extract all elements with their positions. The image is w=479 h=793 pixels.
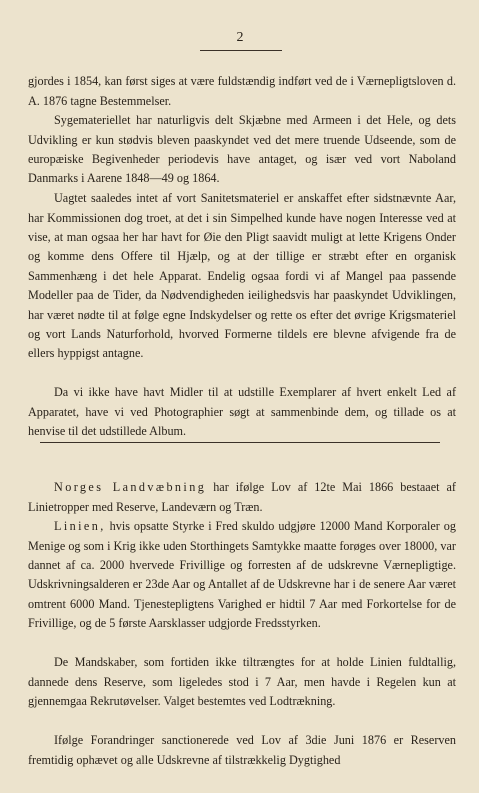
spaced-heading-linien: Linien, [54,519,106,534]
paragraph-4: Da vi ikke have havt Midler til at udstille Exemplarer af hvert enkelt Led af Apparatet, have vi ved Photographier søgt at sammenbinde dem, og tillade os at henvise til det udstillede Album. [28,385,456,438]
paragraph-6 [28,517,456,633]
paragraph-5 [28,478,456,517]
header-rule [200,50,282,51]
spaced-heading-landvaebning: Norges Landvæbning [54,480,207,495]
paragraph-8: Ifølge Forandringer sanctionerede ved Lov af 3die Juni 1876 er Reserven fremtidig ophævet og alle Udskrevne af tilstrækkelig Dygtighed [28,733,456,767]
paragraph-6-text: hvis opsatte Styrke i Fred skuldo udgjøre 12000 Mand Korporaler og Menige og som i Krig ikke uden Storthingets Samtykke maatte forøges over 18000, var dannet af ca. 2000 hvervede Frivillige og forresten af de udskrevne Værnepligtige. Udskrivningsalderen er 23de Aar og Antallet af de Udskrevne har i de senere Aar været omtrent 6000 Mand. Tjenestepligtens Varighed er hidtil 7 Aar med Forkortelse for de Frivillige, og de 5 første Aarsklasser udgjorde Fredsstyrken. [28,519,456,631]
page-number: 2 [236,30,244,45]
paragraph-3: Uagtet saaledes intet af vort Sanitetsmateriel er anskaffet efter sidstnævnte Aar, har Kommissionen dog troet, at det i sin Simpelhed kunde have nogen Interesse ved at vise, at man ogsaa her har havt for Øie den Pligt saavidt muligt at lette Krigens Onder og komme dens Offere til Hjælp, og at der tillige er stræbt efter en organisk Sammenhæng i det hele Apparat. Endelig ogsaa fordi vi af Mangel paa passende Modeller paa de Tider, da Nødvendigheden ieilighedsvis har paaskyndet Udviklingen, har været nødte til at følge egne Indskydelser og rette os efter det øvrige Krigsmateriel og vort Lands Naturforhold, hvorved Formerne tildels ere blevne afvigende fra de ellers hyppigst antagne. [28,191,456,361]
paragraph-1: gjordes i 1854, kan først siges at være fuldstændig indført ved de i Værnepligtsloven d. A. 1876 tagne Bestemmelser. [28,74,456,108]
section-divider [40,442,440,443]
paragraph-5-text: har ifølge Lov af 12te Mai 1866 bestaaet af Linietropper med Reserve, Landeværn og Træn. [28,480,456,514]
paragraph-2: Sygemateriellet har naturligvis delt Skjæbne med Armeen i det Hele, og dets Udvikling er kun stødvis bleven paaskyndet ved det mere truende Udseende, som de europæiske Begivenheder periodevis have antaget, og især ved vort Naboland Danmarks i Aarene 1848—49 og 1864. [28,113,456,186]
paragraph-7: De Mandskaber, som fortiden ikke tiltrængtes for at holde Linien fuldtallig, dannede dens Reserve, som ligeledes stod i 7 Aar, men havde i Regelen kun at gjennemgaa Rekrutøvelser. Valget bestemtes ved Lodtrækning. [28,655,456,708]
